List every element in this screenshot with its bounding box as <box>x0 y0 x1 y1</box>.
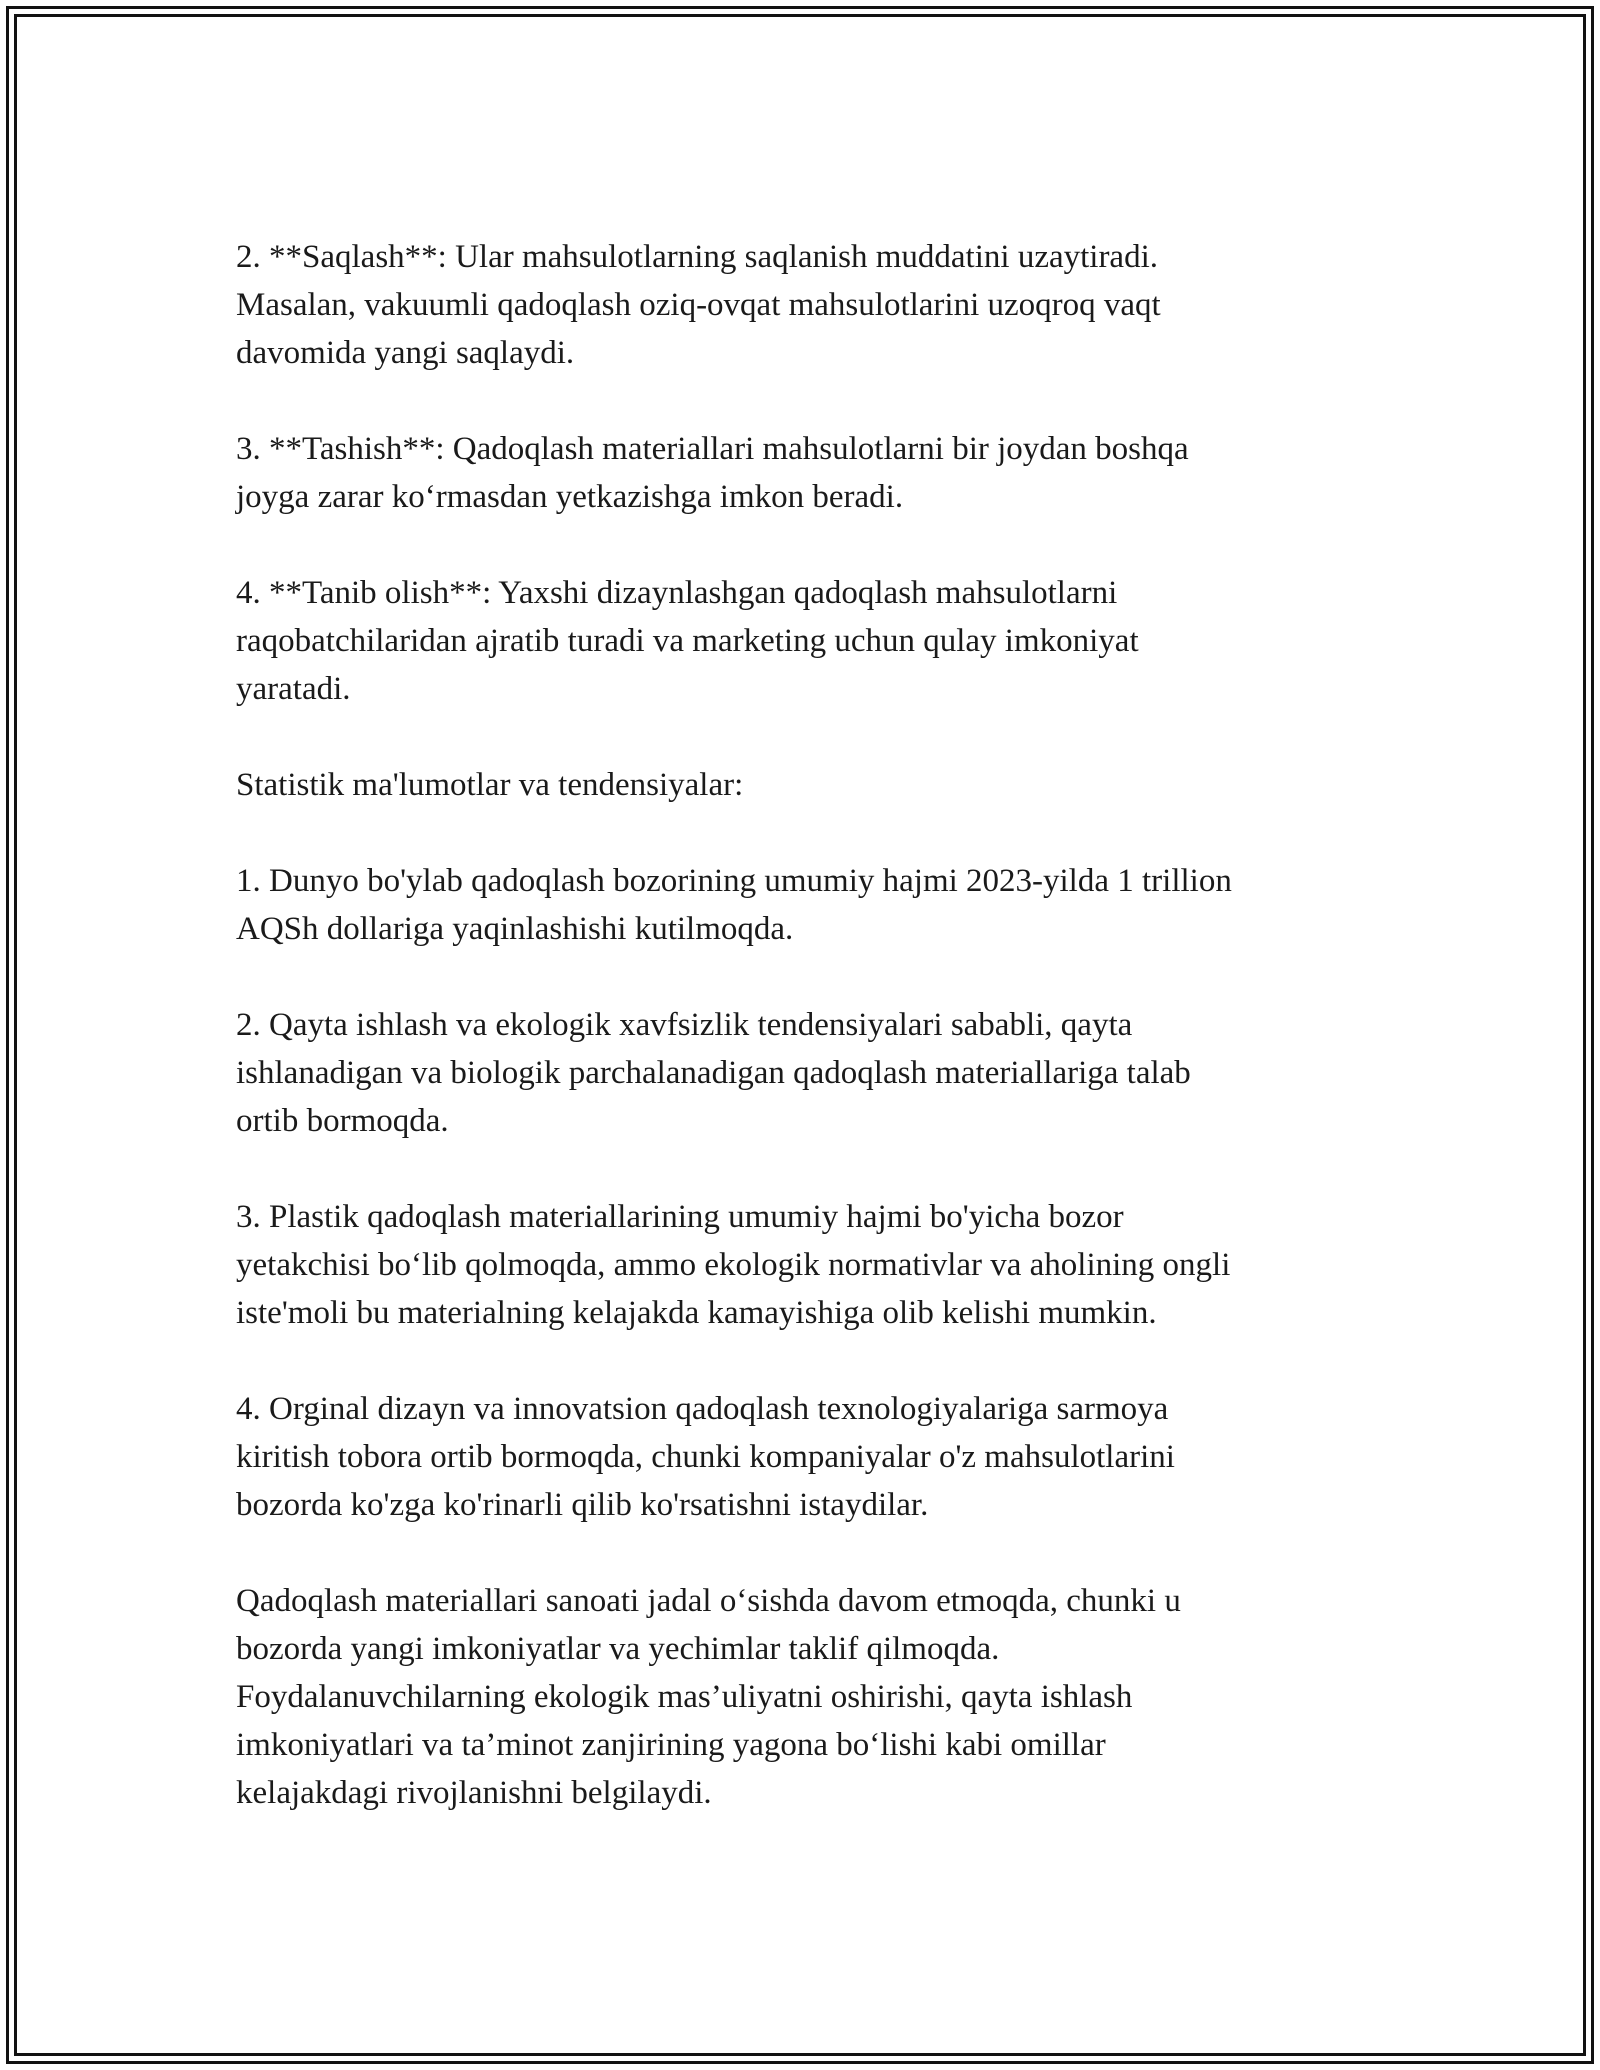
paragraph-design-investment: 4. Orginal dizayn va innovatsion qadoqlash texnologiyalariga sarmoya kiritish tobora ortib bormoqda, chunki kompaniyalar o'z mahsulotlarini bozorda ko'zga ko'rinarli qilib ko'rsatishni istaydilar. <box>236 1391 1175 1523</box>
document-body <box>236 233 1386 1865</box>
paragraph-tanib-olish: 4. **Tanib olish**: Yaxshi dizaynlashgan qadoqlash mahsulotlarni raqobatchilaridan ajratib turadi va marketing uchun qulay imkoniyat yaratadi. <box>236 575 1139 707</box>
paragraph-plastic-packaging: 3. Plastik qadoqlash materiallarining umumiy hajmi bo'yicha bozor yetakchisi bo‘lib qolmoqda, ammo ekologik normativlar va aholining ongli iste'moli bu materialning kelajakda kamayishiga olib kelishi mumkin. <box>236 1199 1231 1331</box>
paragraph-conclusion: Qadoqlash materiallari sanoati jadal o‘sishda davom etmoqda, chunki u bozorda yangi imkoniyatlar va yechimlar taklif qilmoqda. Foydalanuvchilarning ekologik mas’uliyatni oshirishi, qayta ishlash imkoniyatlari va ta’minot zanjirining yagona bo‘lishi kabi omillar kelajakdagi rivojlanishni belgilaydi. <box>236 1583 1181 1811</box>
paragraph-saqlash: 2. **Saqlash**: Ular mahsulotlarning saqlanish muddatini uzaytiradi. Masalan, vakuumli qadoqlash oziq-ovqat mahsulotlarini uzoqroq vaqt davomida yangi saqlaydi. <box>236 239 1161 371</box>
paragraph-market-size: 1. Dunyo bo'ylab qadoqlash bozorining umumiy hajmi 2023-yilda 1 trillion AQSh dollariga yaqinlashishi kutilmoqda. <box>236 863 1232 947</box>
paragraph-recycling-trend: 2. Qayta ishlash va ekologik xavfsizlik tendensiyalari sababli, qayta ishlanadigan va biologik parchalanadigan qadoqlash materiallariga talab ortib bormoqda. <box>236 1007 1191 1139</box>
section-heading-statistics: Statistik ma'lumotlar va tendensiyalar: <box>236 767 744 803</box>
paragraph-tashish: 3. **Tashish**: Qadoqlash materiallari mahsulotlarni bir joydan boshqa joyga zarar ko‘rmasdan yetkazishga imkon beradi. <box>236 431 1189 515</box>
